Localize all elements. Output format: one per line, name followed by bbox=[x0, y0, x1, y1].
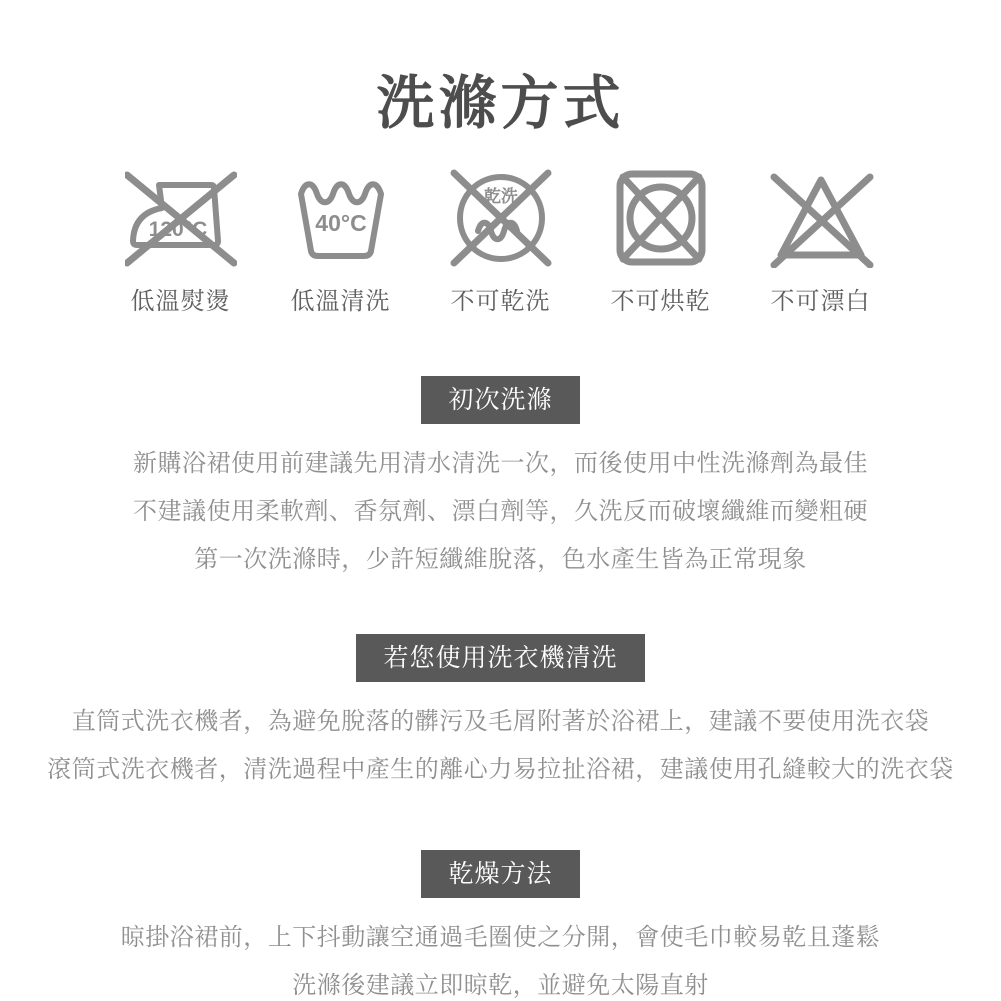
care-icon-label: 不可烘乾 bbox=[610, 288, 711, 315]
body-line: 晾掛浴裙前，上下抖動讓空通過毛圈使之分開，會使毛巾較易乾且蓬鬆 bbox=[120, 924, 881, 951]
care-icon-label: 不可乾洗 bbox=[450, 288, 551, 315]
no-dry-clean-icon bbox=[445, 168, 557, 268]
body-line: 洗滌後建議立即晾乾，並避免太陽直射 bbox=[292, 972, 709, 999]
section-heading: 若您使用洗衣機清洗 bbox=[356, 634, 644, 682]
section-heading: 乾燥方法 bbox=[421, 850, 579, 898]
care-icon-no-dry-clean bbox=[426, 168, 576, 316]
wash-temp-text: 40°C bbox=[314, 210, 367, 236]
dry-clean-text: 乾洗 bbox=[483, 187, 518, 206]
iron-low-temp-icon bbox=[125, 168, 237, 268]
care-icon-wash-low-temp bbox=[266, 168, 416, 316]
section-drying-method bbox=[0, 850, 1001, 1001]
care-icon-iron-low-temp bbox=[106, 168, 256, 316]
care-icon-label: 低溫清洗 bbox=[290, 288, 391, 315]
body-line: 第一次洗滌時，少許短纖維脫落，色水產生皆為正常現象 bbox=[194, 546, 807, 573]
no-tumble-dry-icon bbox=[605, 168, 717, 268]
care-icon-label: 低溫熨燙 bbox=[130, 288, 231, 315]
page-title: 洗滌方式 bbox=[376, 69, 625, 137]
section-body bbox=[0, 914, 1001, 1001]
section-heading: 初次洗滌 bbox=[421, 376, 579, 424]
body-line: 新購浴裙使用前建議先用清水清洗一次，而後使用中性洗滌劑為最佳 bbox=[133, 450, 868, 477]
care-icon-no-tumble-dry bbox=[586, 168, 736, 316]
body-line: 直筒式洗衣機者，為避免脫落的髒污及毛屑附著於浴裙上，建議不要使用洗衣袋 bbox=[71, 708, 930, 735]
care-icon-label: 不可漂白 bbox=[770, 288, 871, 315]
body-line: 滾筒式洗衣機者，清洗過程中產生的離心力易拉扯浴裙，建議使用孔縫較大的洗衣袋 bbox=[47, 756, 954, 783]
body-line: 不建議使用柔軟劑、香氛劑、漂白劑等，久洗反而破壞纖維而變粗硬 bbox=[133, 498, 868, 525]
section-first-wash bbox=[0, 376, 1001, 584]
wash-low-temp-icon bbox=[285, 168, 397, 268]
section-machine-wash bbox=[0, 634, 1001, 794]
section-body bbox=[0, 698, 1001, 794]
no-bleach-icon bbox=[765, 168, 877, 268]
care-icons-row bbox=[106, 168, 896, 316]
care-icon-no-bleach bbox=[746, 168, 896, 316]
iron-temp-text: 120°C bbox=[148, 218, 207, 241]
section-body bbox=[0, 440, 1001, 584]
